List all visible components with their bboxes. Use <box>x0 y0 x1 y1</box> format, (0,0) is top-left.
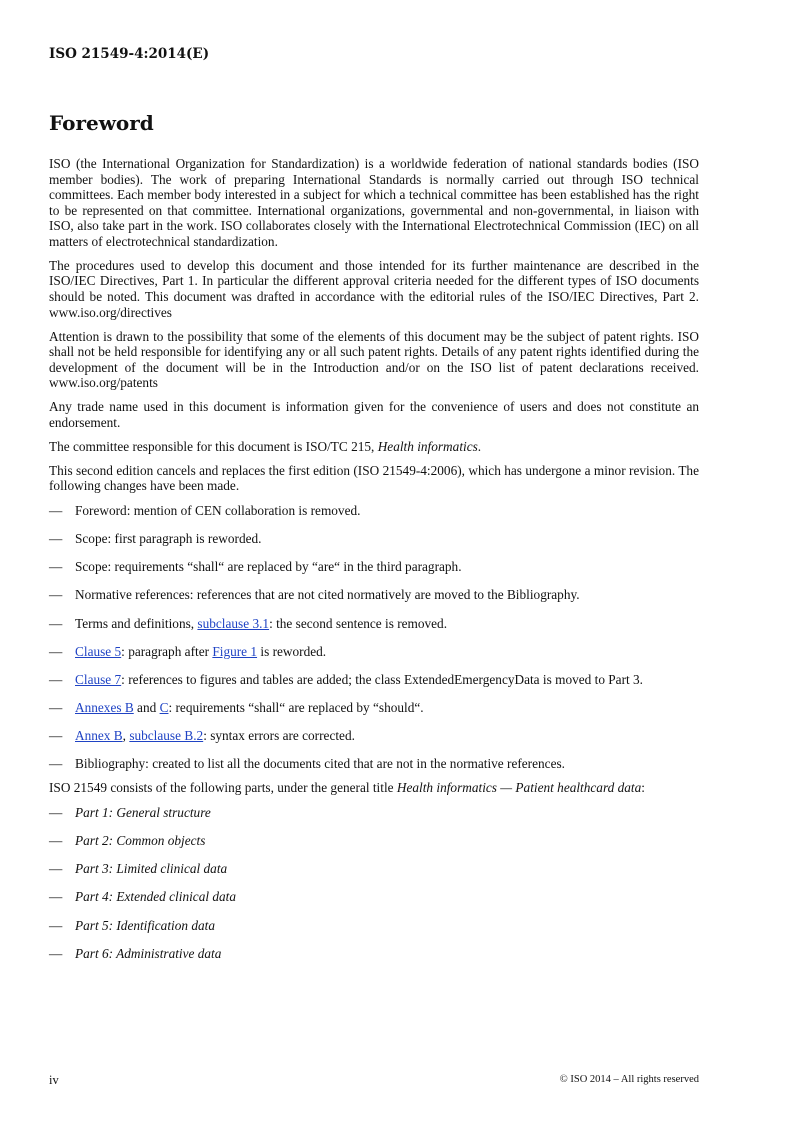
list-item <box>49 805 699 821</box>
text-segment: , <box>122 728 130 744</box>
part-title: Part 1: General structure <box>75 804 211 820</box>
list-item <box>49 861 699 877</box>
committee-prefix: The committee responsible for this document is ISO/TC 215, <box>49 438 378 454</box>
list-item <box>49 700 699 716</box>
list-item <box>49 728 699 744</box>
list-dash: — <box>49 615 63 631</box>
text-segment: : the second sentence is removed. <box>269 615 448 631</box>
list-dash: — <box>49 804 63 820</box>
list-dash: — <box>49 917 63 933</box>
list-dash: — <box>49 587 63 603</box>
list-item-text <box>75 644 699 660</box>
list-dash: — <box>49 946 63 962</box>
list-item-text: Foreword: mention of CEN collaboration is removed. <box>75 502 361 518</box>
text-segment: : references to figures and tables are added; the class ExtendedEmergencyData is moved to Part 3. <box>121 671 644 687</box>
part-title: Part 4: Extended clinical data <box>75 889 236 905</box>
list-item-text <box>75 700 699 716</box>
list-dash: — <box>49 671 63 687</box>
list-dash: — <box>49 643 63 659</box>
list-dash: — <box>49 756 63 772</box>
list-item-text: Scope: requirements “shall“ are replaced by “are“ in the third paragraph. <box>75 559 462 575</box>
list-item-text <box>75 728 699 744</box>
paragraph-parts-intro <box>49 780 699 796</box>
list-item <box>49 672 699 688</box>
paragraph-committee <box>49 439 699 455</box>
list-dash: — <box>49 502 63 518</box>
page-number: iv <box>49 1073 59 1087</box>
text-segment: : syntax errors are corrected. <box>203 728 355 744</box>
general-title: Health informatics — Patient healthcard data <box>396 780 642 796</box>
committee-suffix: . <box>477 438 482 454</box>
list-item <box>49 531 699 547</box>
link-subclause-b-2[interactable]: subclause B.2 <box>129 728 204 744</box>
list-item <box>49 833 699 849</box>
paragraph-trade-name: Any trade name used in this document is information given for the convenience of users and does not constitute an endorsement. <box>49 399 699 430</box>
text-segment: and <box>133 700 160 716</box>
paragraph-patents: Attention is drawn to the possibility that some of the elements of this document may be the subject of patent rights. ISO shall not be held responsible for identifying any or all such patent rights. Details of any patent rights identified during the development of the document will be in the Introduction and/or on the ISO list of patent declarations received. www.iso.org/patents <box>49 328 699 391</box>
link-subclause-3-1[interactable]: subclause 3.1 <box>197 615 270 631</box>
paragraph-procedures: The procedures used to develop this document and those intended for its further maintenance are described in the ISO/IEC Directives, Part 1. In particular the different approval criteria needed for the different types of ISO documents should be noted. This document was drafted in accordance with the editorial rules of the ISO/IEC Directives, Part 2. www.iso.org/directives <box>49 257 699 320</box>
list-item <box>49 503 699 519</box>
document-id-header: ISO 21549-4:2014(E) <box>49 46 210 62</box>
part-title: Part 5: Identification data <box>75 917 215 933</box>
list-item <box>49 918 699 934</box>
link-annexes-b[interactable]: Annexes B <box>75 700 134 716</box>
link-figure-1[interactable]: Figure 1 <box>212 643 258 659</box>
list-dash: — <box>49 700 63 716</box>
list-dash: — <box>49 728 63 744</box>
part-title: Part 6: Administrative data <box>75 946 222 962</box>
list-dash: — <box>49 530 63 546</box>
part-title: Part 3: Limited clinical data <box>75 861 228 877</box>
changes-list <box>49 503 699 772</box>
paragraph-edition: This second edition cancels and replaces the first edition (ISO 21549-4:2006), which has undergone a minor revision. The following changes have been made. <box>49 462 699 494</box>
text-segment: is reworded. <box>257 643 327 659</box>
link-clause-5[interactable]: Clause 5 <box>75 643 122 659</box>
list-item <box>49 559 699 575</box>
page-title: Foreword <box>49 111 154 135</box>
list-item-text: Scope: first paragraph is reworded. <box>75 530 262 546</box>
list-item-text <box>75 672 699 688</box>
list-item <box>49 616 699 632</box>
link-annex-b[interactable]: Annex B <box>75 728 123 744</box>
part-title: Part 2: Common objects <box>75 832 206 848</box>
text-segment: : requirements “shall“ are replaced by “should“. <box>168 700 424 716</box>
committee-name: Health informatics <box>377 438 478 454</box>
list-item <box>49 587 699 603</box>
list-dash: — <box>49 559 63 575</box>
link-annex-c[interactable]: C <box>159 700 169 716</box>
list-item <box>49 946 699 962</box>
list-dash: — <box>49 889 63 905</box>
parts-list <box>49 805 699 962</box>
list-item-text <box>75 616 699 632</box>
text-segment: : paragraph after <box>121 643 213 659</box>
list-item-text: Normative references: references that are not cited normatively are moved to the Bibliography. <box>75 587 580 603</box>
list-dash: — <box>49 861 63 877</box>
parts-intro-suffix: : <box>641 780 645 796</box>
copyright-notice: © ISO 2014 – All rights reserved <box>559 1074 699 1085</box>
list-item-text: Bibliography: created to list all the documents cited that are not in the normative references. <box>75 756 565 772</box>
list-item <box>49 889 699 905</box>
parts-intro-prefix: ISO 21549 consists of the following parts, under the general title <box>49 780 397 796</box>
text-segment: Terms and definitions, <box>75 615 198 631</box>
list-dash: — <box>49 832 63 848</box>
foreword-body <box>49 156 699 974</box>
paragraph-iso-intro: ISO (the International Organization for Standardization) is a worldwide federation of national standards bodies (ISO member bodies). The work of preparing International Standards is normally carried out through ISO technical committees. Each member body interested in a subject for which a technical committee has been established has the right to be represented on that committee. International organizations, governmental and non-governmental, in liaison with ISO, also take part in the work. ISO collaborates closely with the International Electrotechnical Commission (IEC) on all matters of electrotechnical standardization. <box>49 156 699 249</box>
list-item <box>49 756 699 772</box>
link-clause-7[interactable]: Clause 7 <box>75 671 122 687</box>
list-item <box>49 644 699 660</box>
